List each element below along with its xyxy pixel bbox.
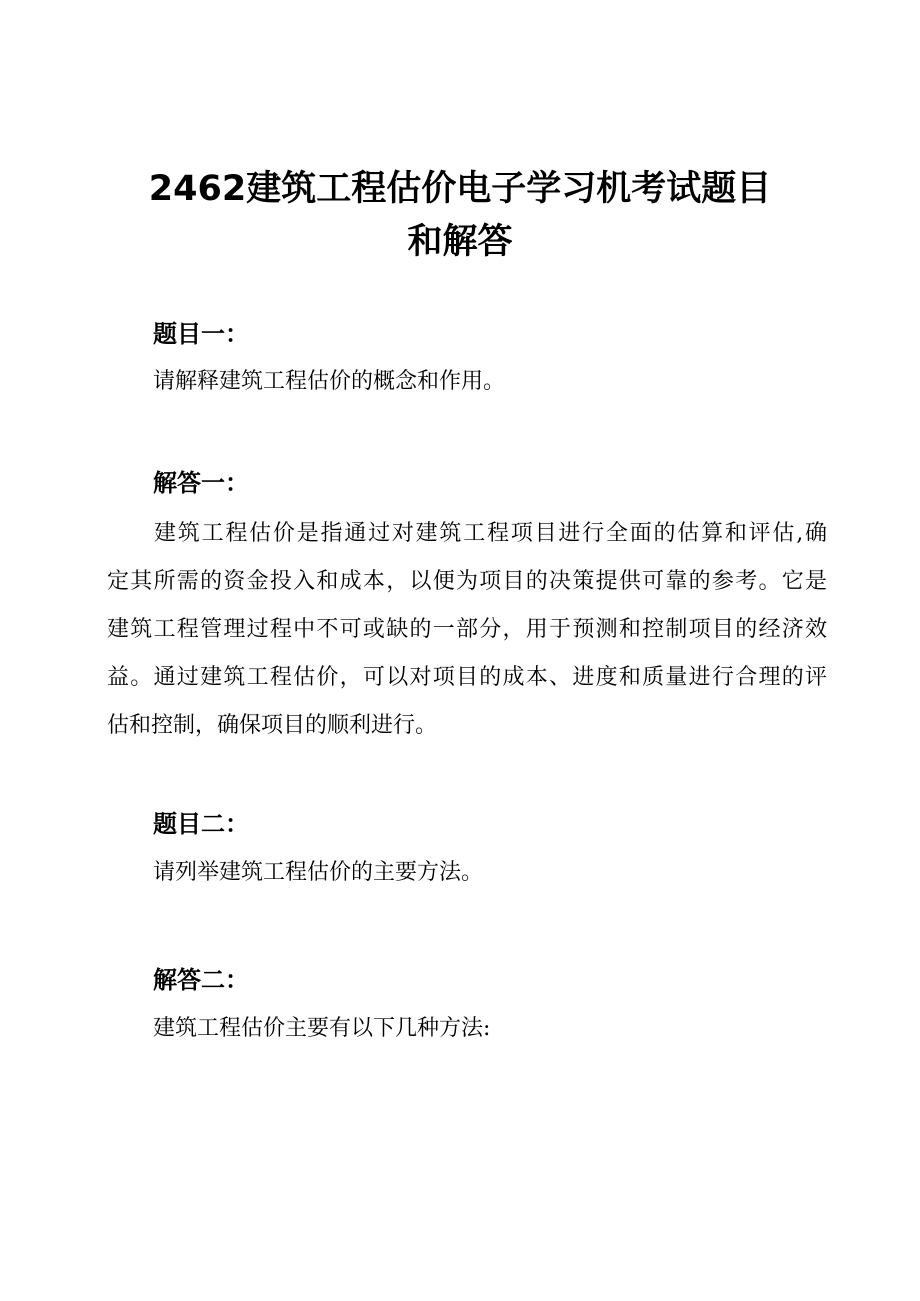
answer-1-line: 益。通过建筑工程估价，可以对项目的成本、进度和质量进行合理的评 (107, 665, 827, 690)
question-2-heading: 题目二： (153, 810, 249, 838)
answer-1-paragraph (107, 510, 827, 750)
question-1-heading: 题目一： (153, 320, 249, 348)
answer-2-heading: 解答二： (153, 966, 249, 994)
answer-2-text: 建筑工程估价主要有以下几种方法: (153, 1016, 491, 1041)
document-title-line-1: 2462建筑工程估价电子学习机考试题目 (148, 169, 772, 209)
answer-1-line: 建筑工程估价是指通过对建筑工程项目进行全面的估算和评估,确 (154, 521, 827, 546)
answer-1-line: 估和控制，确保项目的顺利进行。 (107, 713, 438, 738)
answer-1-line: 定其所需的资金投入和成本，以便为项目的决策提供可靠的参考。它是 (107, 569, 827, 594)
question-2-text: 请列举建筑工程估价的主要方法。 (153, 860, 484, 885)
document-title-line-2: 和解答 (407, 222, 513, 262)
answer-1-line: 建筑工程管理过程中不可或缺的一部分，用于预测和控制项目的经济效 (107, 617, 827, 642)
question-1-text: 请解释建筑工程估价的概念和作用。 (153, 369, 506, 394)
answer-1-heading: 解答一： (153, 469, 249, 497)
